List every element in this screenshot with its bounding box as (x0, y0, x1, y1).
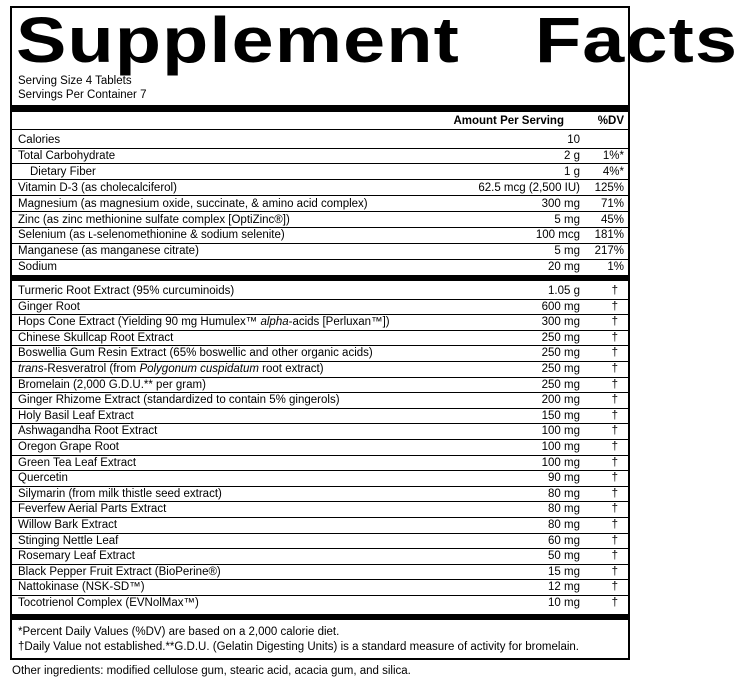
serving-size: Serving Size 4 Tablets (18, 75, 132, 87)
extract-row (12, 456, 628, 472)
amount-header: Amount Per Serving (453, 115, 564, 127)
ingredient-dv: † (611, 347, 618, 360)
supplement-facts-panel (10, 4, 738, 660)
ingredient-amount: 90 mg (548, 472, 580, 485)
ingredient-name: Tocotrienol Complex (EVNolMax™) (18, 597, 199, 609)
extract-row (12, 393, 628, 409)
ingredient-amount: 15 mg (548, 565, 580, 578)
panel-title (16, 2, 738, 78)
ingredient-amount: 50 mg (548, 550, 580, 563)
extract-row (12, 596, 628, 612)
nutrient-row (12, 181, 628, 197)
servings-per-container: Servings Per Container 7 (18, 89, 147, 101)
ingredient-dv: 181% (594, 229, 624, 242)
ingredient-amount: 5 mg (554, 213, 580, 226)
nutrient-row (12, 244, 628, 260)
ingredient-amount: 250 mg (541, 347, 580, 360)
extract-row (12, 284, 628, 300)
ingredient-dv: † (611, 472, 618, 485)
nutrient-row (12, 197, 628, 213)
ingredient-name: Ginger Root (18, 300, 81, 313)
ingredient-dv: † (611, 534, 618, 547)
ingredient-name: Black Pepper Fruit Extract (BioPerine®) (18, 565, 221, 578)
ingredient-amount: 80 mg (548, 519, 580, 531)
extract-row (12, 534, 628, 550)
extract-row (12, 518, 628, 534)
nutrient-row (12, 260, 628, 276)
ingredient-dv: † (611, 441, 618, 453)
ingredient-name: Vitamin D-3 (as cholecalciferol) (18, 181, 177, 194)
ingredient-dv: † (611, 487, 618, 500)
ingredient-name: Nattokinase (NSK-SD™) (18, 581, 145, 594)
ingredient-name: Oregon Grape Root (18, 441, 120, 453)
ingredient-dv: † (611, 425, 618, 438)
dv-header: %DV (597, 115, 624, 127)
ingredient-amount: 300 mg (541, 197, 580, 210)
ingredient-name: Sodium (18, 261, 57, 274)
ingredient-amount: 150 mg (541, 409, 580, 422)
ingredient-name: Magnesium (as magnesium oxide, succinate, & amino acid complex) (18, 197, 368, 210)
ingredient-dv: † (611, 581, 618, 594)
extract-row (12, 362, 628, 378)
extract-row (12, 549, 628, 565)
nutrient-row (12, 165, 628, 181)
ingredient-dv: 71% (600, 197, 624, 210)
ingredient-name: Rosemary Leaf Extract (18, 550, 135, 563)
ingredient-dv: † (611, 300, 618, 313)
extract-row (12, 378, 628, 394)
ingredient-dv: † (611, 565, 618, 578)
ingredient-amount: 200 mg (541, 394, 580, 407)
ingredient-name: Zinc (as zinc methionine sulfate complex [OptiZinc®]) (18, 213, 290, 226)
ingredient-amount: 80 mg (548, 503, 580, 516)
ingredient-dv: 1% (607, 261, 624, 274)
thick-divider-top (12, 105, 628, 112)
ingredient-dv: † (611, 331, 618, 344)
ingredient-name: Hops Cone Extract (Yielding 90 mg Humulex™ alpha-acids [Perluxan™]) (18, 316, 390, 329)
ingredient-dv: † (611, 378, 618, 391)
thick-divider-bottom (12, 614, 628, 620)
ingredient-amount: 100 mg (541, 456, 580, 469)
ingredient-name: Turmeric Root Extract (95% curcuminoids) (18, 285, 235, 297)
nutrient-row (12, 149, 628, 165)
ingredient-dv: † (611, 316, 618, 329)
ingredient-amount: 1.05 g (548, 285, 580, 297)
ingredient-name: Calories (18, 134, 61, 146)
ingredient-dv: † (611, 409, 618, 422)
ingredient-name: Silymarin (from milk thistle seed extract) (18, 487, 222, 500)
ingredient-amount: 250 mg (541, 363, 580, 375)
ingredient-amount: 5 mg (554, 245, 580, 258)
ingredient-amount: 12 mg (548, 581, 580, 594)
footnote-dv: *Percent Daily Values (%DV) are based on a 2,000 calorie diet. (18, 626, 340, 638)
ingredient-amount: 60 mg (548, 534, 580, 547)
ingredient-dv: 1%* (602, 149, 624, 162)
extract-row (12, 487, 628, 503)
column-header-row (12, 112, 628, 130)
other-ingredients: Other ingredients: modified cellulose gum, stearic acid, acacia gum, and silica. (12, 665, 411, 677)
ingredient-name: Bromelain (2,000 G.D.U.** per gram) (18, 378, 206, 391)
extract-row (12, 331, 628, 347)
ingredient-name: Manganese (as manganese citrate) (18, 245, 199, 258)
ingredient-amount: 250 mg (541, 378, 580, 391)
ingredient-name: Total Carbohydrate (18, 149, 116, 162)
extract-row (12, 580, 628, 596)
nutrient-row (12, 228, 628, 244)
ingredient-dv: † (611, 456, 618, 469)
ingredient-amount: 600 mg (541, 300, 580, 313)
title-word-2: Facts (534, 4, 738, 76)
ingredient-dv: † (611, 363, 618, 375)
ingredient-dv: † (611, 597, 618, 609)
ingredient-name: Green Tea Leaf Extract (18, 456, 137, 469)
ingredient-amount: 80 mg (548, 487, 580, 500)
ingredient-name: trans-Resveratrol (from Polygonum cuspidatum root extract) (18, 363, 324, 375)
ingredient-amount: 20 mg (548, 261, 580, 274)
nutrient-row (12, 213, 628, 229)
ingredient-amount: 100 mg (541, 441, 580, 453)
ingredient-amount: 100 mg (541, 425, 580, 438)
ingredient-name: Stinging Nettle Leaf (18, 534, 119, 547)
extract-row (12, 409, 628, 425)
extract-row (12, 565, 628, 581)
ingredient-name: Boswellia Gum Resin Extract (65% boswellic and other organic acids) (18, 347, 373, 360)
ingredient-name: Willow Bark Extract (18, 519, 118, 531)
ingredient-amount: 100 mcg (535, 229, 580, 242)
ingredient-amount: 10 mg (548, 597, 580, 609)
ingredient-dv: 4%* (602, 165, 624, 178)
extract-row (12, 424, 628, 440)
ingredient-name: Ashwagandha Root Extract (18, 425, 158, 438)
footnote-dagger: †Daily Value not established.**G.D.U. (Gelatin Digesting Units) is a standard measure of activity for bromelain. (18, 641, 579, 653)
ingredient-amount: 1 g (564, 165, 580, 178)
ingredient-name: Ginger Rhizome Extract (standardized to contain 5% gingerols) (18, 394, 340, 407)
title-word-1: Supplement (16, 4, 460, 76)
ingredient-name: Dietary Fiber (30, 165, 96, 178)
ingredient-dv: 125% (594, 181, 624, 194)
extract-row (12, 440, 628, 456)
ingredient-name: Chinese Skullcap Root Extract (18, 331, 174, 344)
extract-row (12, 315, 628, 331)
ingredient-dv: 45% (600, 213, 624, 226)
ingredient-amount: 62.5 mcg (2,500 IU) (478, 181, 580, 194)
ingredient-amount: 250 mg (541, 331, 580, 344)
extract-row (12, 502, 628, 518)
ingredient-amount: 10 (567, 134, 580, 146)
ingredient-amount: 300 mg (541, 316, 580, 329)
ingredient-amount: 2 g (564, 149, 580, 162)
extract-row (12, 471, 628, 487)
ingredient-dv: † (611, 503, 618, 516)
extract-row (12, 300, 628, 316)
ingredient-dv: 217% (594, 245, 624, 258)
ingredient-dv: † (611, 285, 618, 297)
ingredient-name: Holy Basil Leaf Extract (18, 409, 134, 422)
thick-divider-middle (12, 275, 628, 281)
ingredient-dv: † (611, 550, 618, 563)
ingredient-name: Quercetin (18, 472, 68, 485)
ingredient-name: Selenium (as ʟ-selenomethionine & sodium selenite) (18, 229, 285, 242)
ingredient-dv: † (611, 394, 618, 407)
extract-row (12, 346, 628, 362)
ingredient-dv: † (611, 519, 618, 531)
ingredient-name: Feverfew Aerial Parts Extract (18, 503, 167, 516)
nutrient-row (12, 133, 628, 149)
